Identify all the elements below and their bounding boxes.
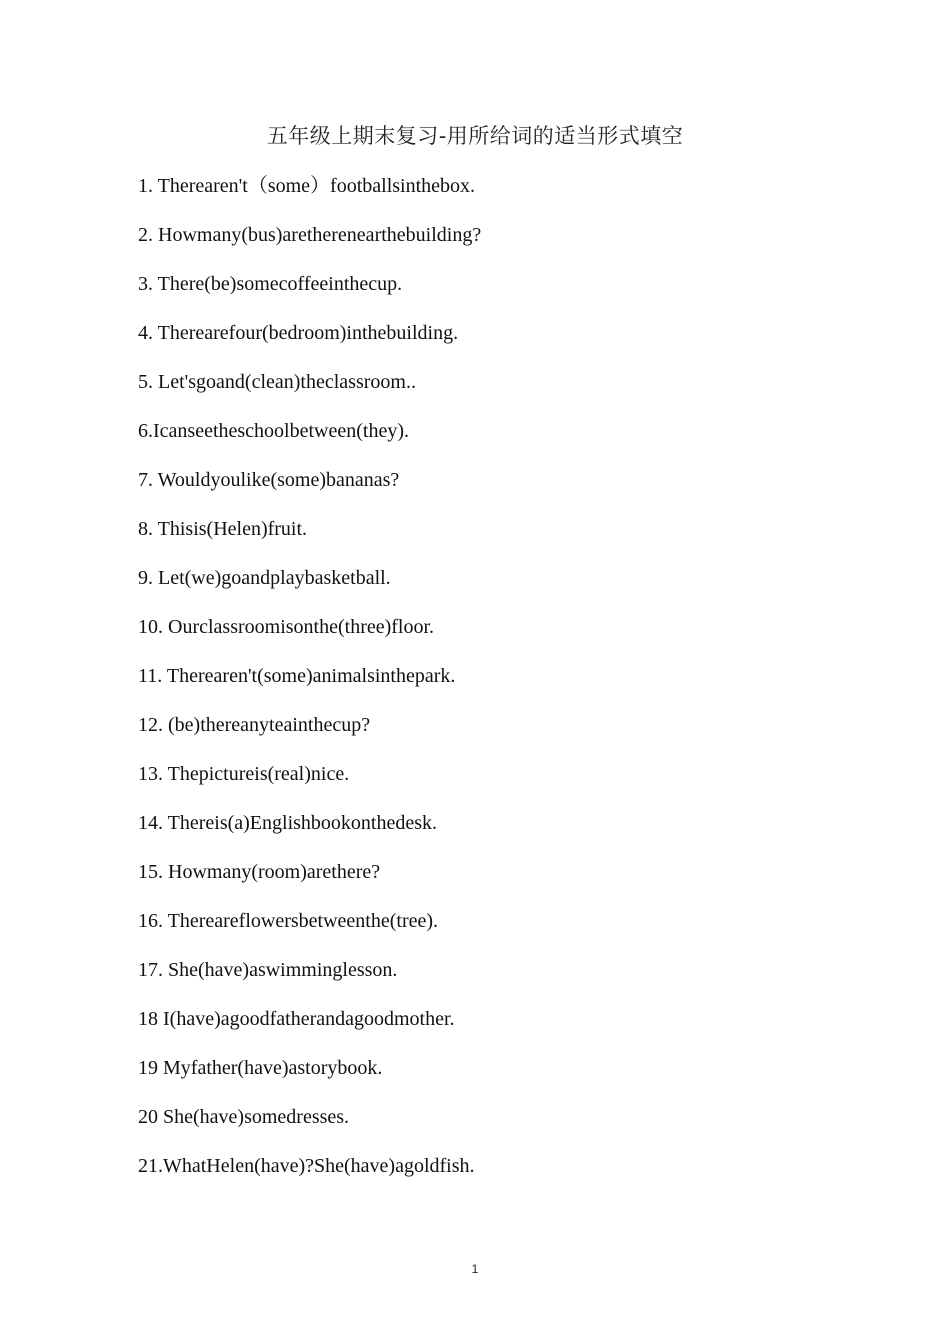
exercise-list — [138, 172, 898, 1201]
exercise-item: 8. Thisis(Helen)fruit. — [138, 518, 308, 540]
exercise-item: 13. Thepictureis(real)nice. — [138, 763, 350, 785]
exercise-item: 20 She(have)somedresses. — [138, 1106, 350, 1128]
page-title: 五年级上期末复习-用所给词的适当形式填空 — [266, 124, 684, 148]
exercise-item: 4. Therearefour(bedroom)inthebuilding. — [138, 322, 459, 344]
exercise-item: 14. Thereis(a)Englishbookonthedesk. — [138, 812, 438, 834]
exercise-item: 16. Thereareflowersbetweenthe(tree). — [138, 910, 439, 932]
exercise-item: 7. Wouldyoulike(some)bananas? — [138, 469, 400, 491]
exercise-item: 11. Therearen't(some)animalsinthepark. — [138, 665, 456, 687]
exercise-item: 10. Ourclassroomisonthe(three)floor. — [138, 616, 435, 638]
exercise-item: 17. She(have)aswimminglesson. — [138, 959, 398, 981]
exercise-item: 15. Howmany(room)arethere? — [138, 861, 381, 883]
exercise-item: 12. (be)thereanyteainthecup? — [138, 714, 371, 736]
exercise-item: 1. Therearen't（some）footballsinthebox. — [138, 175, 476, 197]
exercise-item: 2. Howmany(bus)aretherenearthebuilding? — [138, 224, 482, 246]
exercise-item: 19 Myfather(have)astorybook. — [138, 1057, 383, 1079]
page-number: 1 — [471, 1262, 479, 1276]
exercise-item: 21.WhatHelen(have)?She(have)agoldfish. — [138, 1155, 475, 1177]
exercise-item: 9. Let(we)goandplaybasketball. — [138, 567, 391, 589]
exercise-item: 18 I(have)agoodfatherandagoodmother. — [138, 1008, 455, 1030]
exercise-item: 3. There(be)somecoffeeinthecup. — [138, 273, 403, 295]
exercise-item: 5. Let'sgoand(clean)theclassroom.. — [138, 371, 416, 393]
exercise-item: 6.Icanseetheschoolbetween(they). — [138, 420, 409, 442]
